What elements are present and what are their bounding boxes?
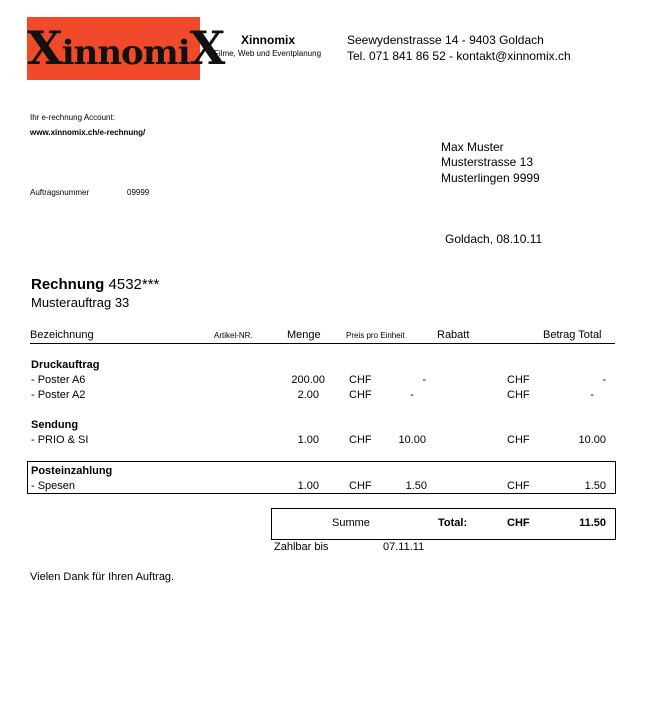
row-currency-total: CHF [507,374,530,386]
order-label: Auftragsnummer [30,188,90,197]
row-menge: 1.00 [297,434,319,446]
thanks-note: Vielen Dank für Ihren Auftrag. [30,571,175,583]
payable-date: 07.11.11 [383,541,425,553]
order-number: 09999 [127,188,150,197]
company-tagline: Filme, Web und Eventplanung [214,49,322,58]
row-currency: CHF [349,434,372,446]
row-name: - Spesen [31,480,76,492]
row-betrag: - [602,374,606,386]
row-betrag: - [590,389,594,401]
row-currency: CHF [349,374,372,386]
company-address: Seewydenstrasse 14 - 9403 Goldach [347,33,544,47]
account-label: Ihr e-rechnung Account: [30,113,115,122]
col-rabatt: Rabatt [437,329,470,341]
row-menge: 2.00 [297,389,319,401]
col-menge: Menge [287,329,321,341]
header-rule [30,343,615,344]
row-betrag: 1.50 [584,480,606,492]
summary-label: Summe [332,517,370,529]
row-name: - Poster A6 [31,374,86,386]
recipient-street: Musterstrasse 13 [441,155,534,169]
row-currency: CHF [349,389,372,401]
row-preis: 1.50 [405,480,427,492]
row-currency-total: CHF [507,434,530,446]
col-betrag: Betrag Total [543,329,602,341]
payable-label: Zahlbar bis [274,541,329,553]
col-bezeichnung: Bezeichnung [30,329,94,341]
invoice-subtitle: Musterauftrag 33 [31,295,130,310]
summary-amount: 11.50 [579,517,606,529]
company-contact: Tel. 071 841 86 52 - kontakt@xinnomix.ch [347,49,571,63]
summary-currency: CHF [507,517,530,529]
row-name: - Poster A2 [31,389,86,401]
recipient-city: Musterlingen 9999 [441,171,540,185]
row-currency: CHF [349,480,372,492]
recipient-name: Max Muster [441,140,504,154]
row-currency-total: CHF [507,480,530,492]
row-preis: - [422,374,426,386]
summary-total-label: Total: [438,517,468,529]
invoice-title [31,276,159,293]
invoice-label: Rechnung [31,276,105,293]
col-preis: Preis pro Einheit [346,331,405,340]
date-line: Goldach, 08.10.11 [445,232,543,246]
col-artikel: Artikel-NR. [214,331,253,340]
row-menge: 200.00 [291,374,325,386]
company-name: Xinnomix [241,33,296,47]
row-currency-total: CHF [507,389,530,401]
section-title: Sendung [31,419,79,431]
account-url[interactable]: www.xinnomix.ch/e-rechnung/ [30,128,146,137]
company-logo [27,17,225,80]
row-preis: 10.00 [398,434,426,446]
section-title: Druckauftrag [31,359,100,371]
row-preis: - [410,389,414,401]
invoice-number: 4532*** [108,276,160,293]
logo-wordmark: XinnomiX [27,21,225,75]
section-title: Posteinzahlung [31,465,113,477]
row-name: - PRIO & SI [31,434,89,446]
row-betrag: 10.00 [578,434,606,446]
row-menge: 1.00 [297,480,319,492]
